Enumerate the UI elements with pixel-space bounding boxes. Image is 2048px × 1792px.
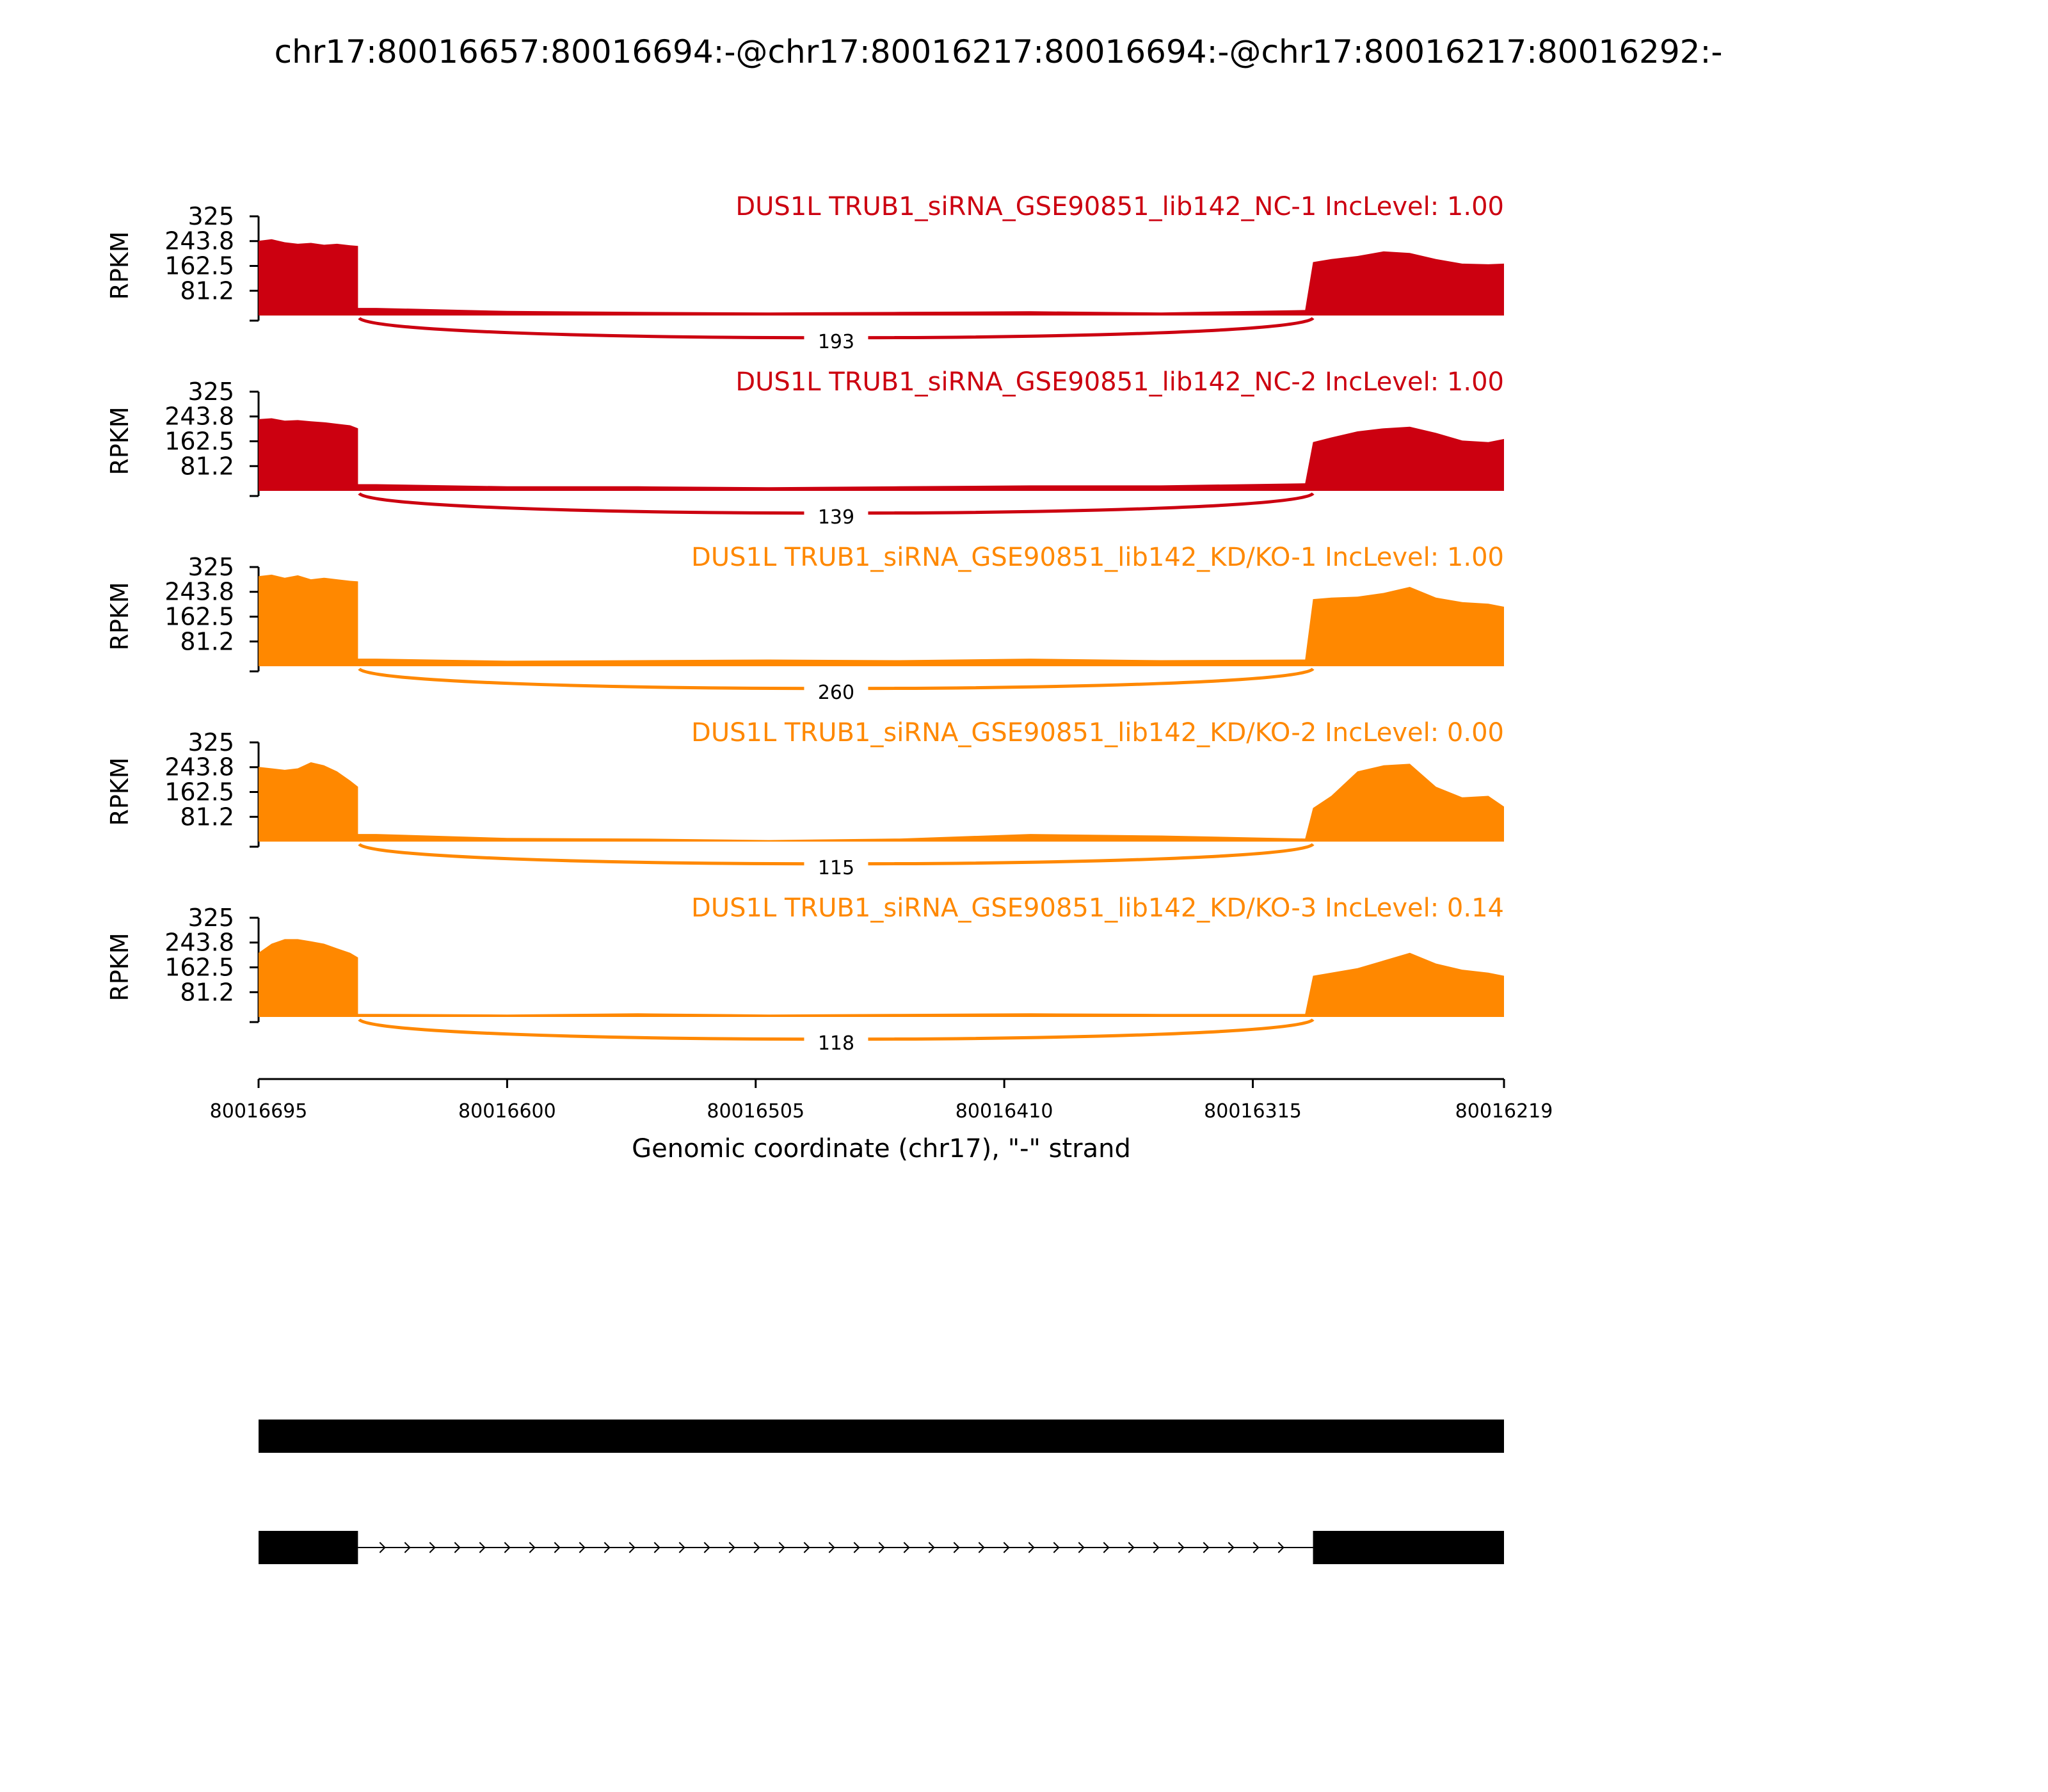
x-tick-label: 80016219 xyxy=(1455,1100,1553,1123)
y-tick-label: 162.5 xyxy=(164,602,234,631)
y-tick-label: 243.8 xyxy=(164,227,234,255)
track-label: DUS1L TRUB1_siRNA_GSE90851_lib142_KD/KO-3 IncLevel: 0.14 xyxy=(691,893,1504,923)
track-label: DUS1L TRUB1_siRNA_GSE90851_lib142_KD/KO-2 IncLevel: 0.00 xyxy=(691,718,1504,748)
y-axis-label: RPKM xyxy=(106,582,134,651)
y-tick-label: 81.2 xyxy=(180,276,234,305)
y-tick-label: 81.2 xyxy=(180,627,234,656)
x-tick-label: 80016695 xyxy=(209,1100,308,1123)
y-axis-label: RPKM xyxy=(106,932,134,1002)
track-label: DUS1L TRUB1_siRNA_GSE90851_lib142_NC-1 IncLevel: 1.00 xyxy=(735,192,1504,221)
y-tick-label: 243.8 xyxy=(164,928,234,957)
exon-block xyxy=(259,1531,358,1564)
x-tick-label: 80016505 xyxy=(707,1100,805,1123)
junction-count: 115 xyxy=(817,857,855,879)
y-tick-label: 162.5 xyxy=(164,252,234,280)
track-label: DUS1L TRUB1_siRNA_GSE90851_lib142_KD/KO-1 IncLevel: 1.00 xyxy=(691,543,1504,572)
y-tick-label: 325 xyxy=(188,202,234,230)
y-axis-label: RPKM xyxy=(106,406,134,476)
exon-block xyxy=(259,1420,1504,1453)
junction-count: 139 xyxy=(817,506,855,529)
y-tick-label: 325 xyxy=(188,728,234,756)
y-tick-label: 325 xyxy=(188,553,234,581)
y-tick-label: 325 xyxy=(188,904,234,932)
y-tick-label: 243.8 xyxy=(164,402,234,431)
y-tick-label: 325 xyxy=(188,378,234,406)
exon-block xyxy=(1313,1531,1504,1564)
y-tick-label: 162.5 xyxy=(164,427,234,456)
y-tick-label: 162.5 xyxy=(164,778,234,806)
x-tick-label: 80016600 xyxy=(458,1100,556,1123)
x-tick-label: 80016410 xyxy=(955,1100,1053,1123)
junction-count: 118 xyxy=(817,1032,855,1055)
x-tick-label: 80016315 xyxy=(1204,1100,1302,1123)
junction-count: 193 xyxy=(817,331,855,353)
y-tick-label: 243.8 xyxy=(164,577,234,606)
y-axis-label: RPKM xyxy=(106,231,134,300)
track-label: DUS1L TRUB1_siRNA_GSE90851_lib142_NC-2 IncLevel: 1.00 xyxy=(735,367,1504,397)
junction-count: 260 xyxy=(817,682,855,704)
y-tick-label: 81.2 xyxy=(180,978,234,1007)
y-tick-label: 81.2 xyxy=(180,452,234,481)
y-axis-label: RPKM xyxy=(106,757,134,826)
transcript-model xyxy=(259,1420,1504,1453)
y-tick-label: 243.8 xyxy=(164,753,234,781)
y-tick-label: 81.2 xyxy=(180,803,234,831)
chart-title: chr17:80016657:80016694:-@chr17:80016217:80016694:-@chr17:80016217:80016292:- xyxy=(274,33,1723,70)
y-tick-label: 162.5 xyxy=(164,953,234,982)
x-axis-label: Genomic coordinate (chr17), "-" strand xyxy=(632,1134,1131,1164)
